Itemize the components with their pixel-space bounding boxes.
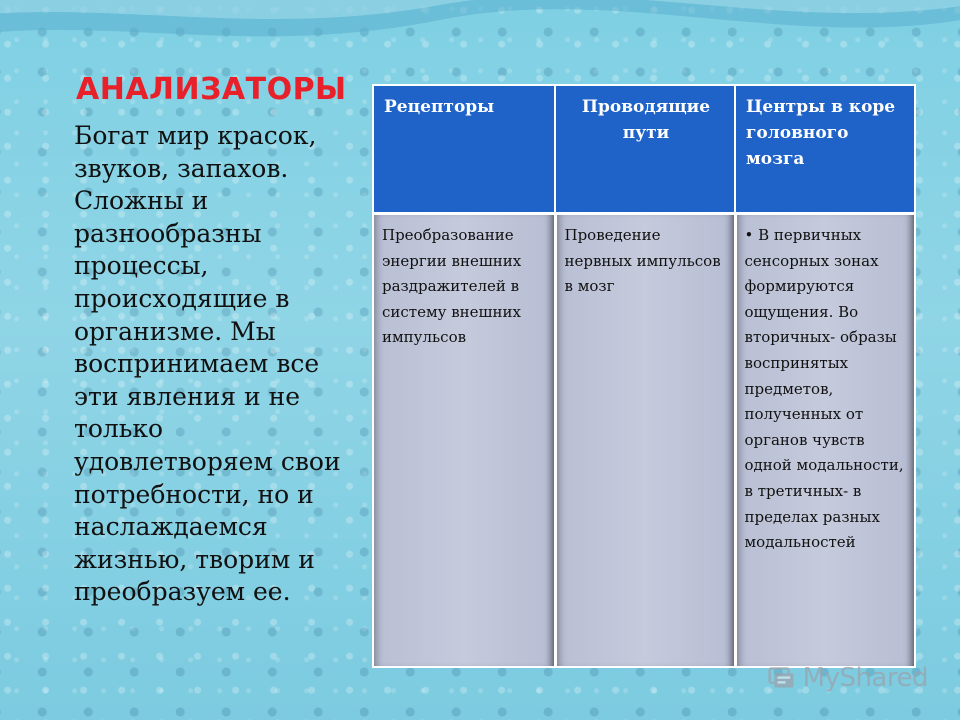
cell-receptors: Преобразование энергии внешних раздражителей в систему внешних импульсов	[374, 214, 555, 667]
cell-cortex-centers: • В первичных сенсорных зонах формируются ощущения. Во вторичных- образы воспринятых предметов, полученных от органов чувств одной модальности, в третичных- в пределах разных модальностей	[735, 214, 914, 667]
header-pathways: Проводящие пути	[555, 86, 735, 214]
analyzers-table	[374, 86, 914, 666]
slide-title: АНАЛИЗАТОРЫ	[76, 72, 347, 107]
table-header-row	[374, 86, 914, 214]
wave-decoration	[0, 0, 960, 80]
presentation-icon	[768, 662, 797, 694]
header-receptors: Рецепторы	[374, 86, 555, 214]
watermark-logo	[768, 658, 928, 698]
table-row	[374, 214, 914, 667]
watermark-text: MyShared	[802, 663, 928, 693]
cell-pathways: Проведение нервных импульсов в мозг	[555, 214, 735, 667]
header-cortex-centers: Центры в коре головного мозга	[735, 86, 914, 214]
body-paragraph: Богат мир красок, звуков, запахов. Сложны и разнообразны процессы, происходящие в организме. Мы воспринимаем все эти явления и не только удовлетворяем свои потребности, но и наслаждаемся жизнью, творим и преобразуем ее.	[74, 121, 341, 607]
